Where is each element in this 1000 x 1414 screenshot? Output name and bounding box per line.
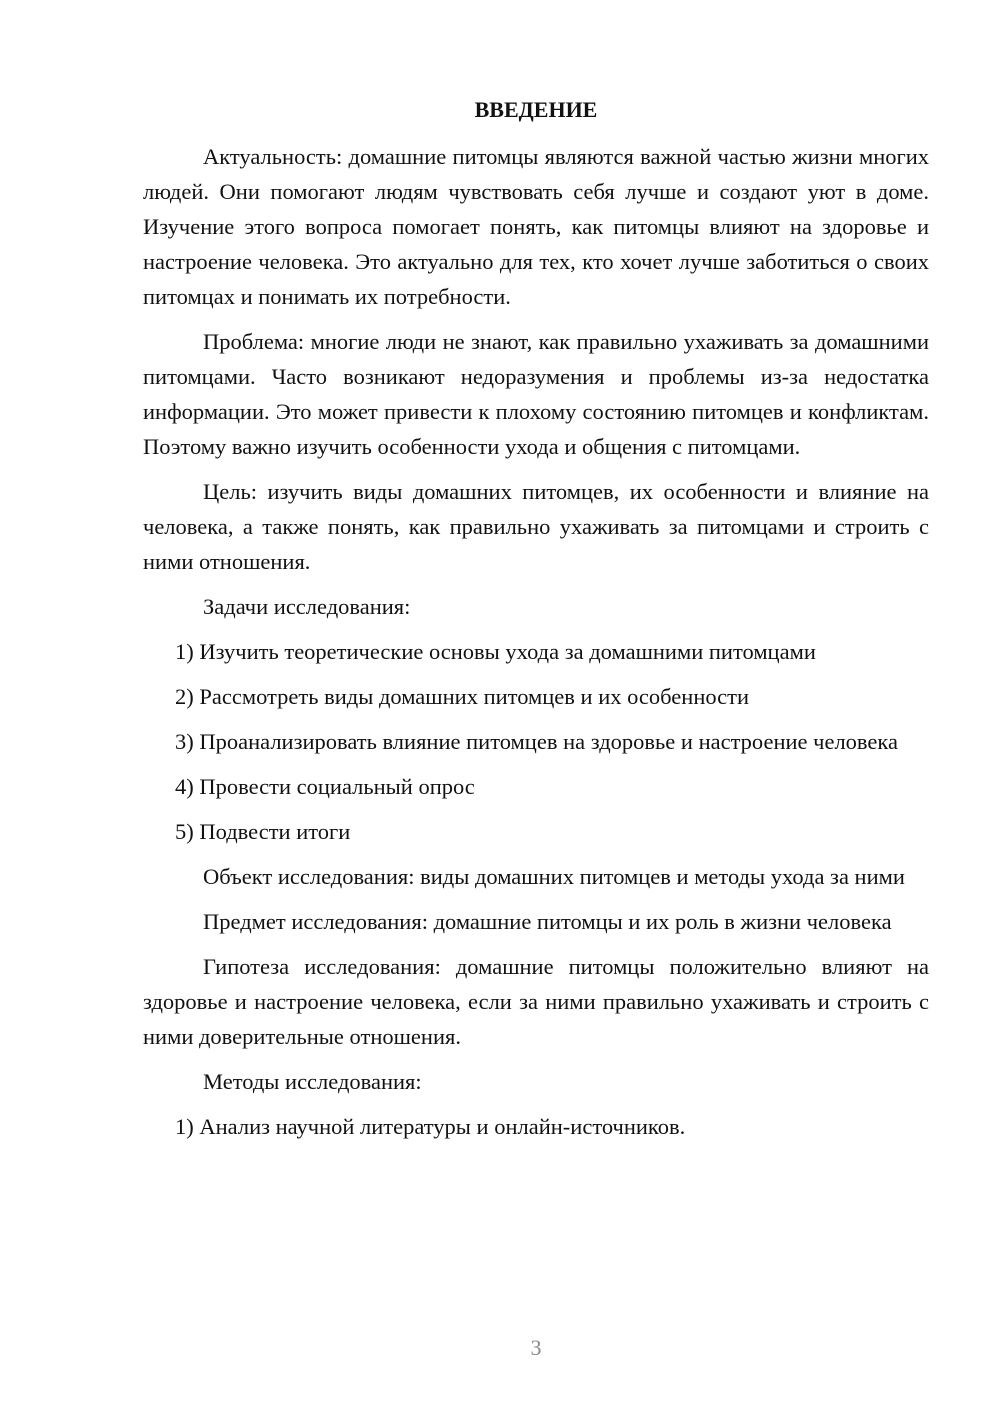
list-item: 2) Рассмотреть виды домашних питомцев и их особенности bbox=[175, 684, 750, 709]
paragraph-problem: Проблема: многие люди не знают, как правильно ухаживать за домашними питомцами. Часто возникают недоразумения и проблемы из-за недостатка информации. Это может привести к плохому состоянию питомцев и конфликтам. Поэтому важно изучить особенности ухода и общения с питомцами. bbox=[143, 329, 929, 459]
list-item: 1) Анализ научной литературы и онлайн-источников. bbox=[175, 1114, 686, 1139]
list-item: 4) Провести социальный опрос bbox=[175, 774, 475, 799]
list-item: 5) Подвести итоги bbox=[175, 819, 351, 844]
paragraph-subject: Предмет исследования: домашние питомцы и их роль в жизни человека bbox=[203, 909, 892, 934]
list-item: 3) Проанализировать влияние питомцев на здоровье и настроение человека bbox=[175, 729, 898, 754]
section-title: ВВЕДЕНИЕ bbox=[474, 97, 598, 122]
paragraph-goal: Цель: изучить виды домашних питомцев, их особенности и влияние на человека, а также понять, как правильно ухаживать за питомцами и строить с ними отношения. bbox=[143, 479, 929, 574]
paragraph-methods-heading: Методы исследования: bbox=[203, 1069, 422, 1094]
page-content bbox=[143, 92, 929, 1154]
paragraph-hypothesis: Гипотеза исследования: домашние питомцы положительно влияют на здоровье и настроение человека, если за ними правильно ухаживать и строить с ними доверительные отношения. bbox=[143, 954, 929, 1049]
paragraph-object: Объект исследования: виды домашних питомцев и методы ухода за ними bbox=[203, 864, 905, 889]
list-item: 1) Изучить теоретические основы ухода за домашними питомцами bbox=[175, 639, 816, 664]
page-number: 3 bbox=[530, 1335, 542, 1360]
paragraph-tasks-heading: Задачи исследования: bbox=[203, 594, 411, 619]
paragraph-relevance: Актуальность: домашние питомцы являются важной частью жизни многих людей. Они помогают людям чувствовать себя лучше и создают уют в доме. Изучение этого вопроса помогает понять, как питомцы влияют на здоровье и настроение человека. Это актуально для тех, кто хочет лучше заботиться о своих питомцах и понимать их потребности. bbox=[143, 144, 929, 309]
